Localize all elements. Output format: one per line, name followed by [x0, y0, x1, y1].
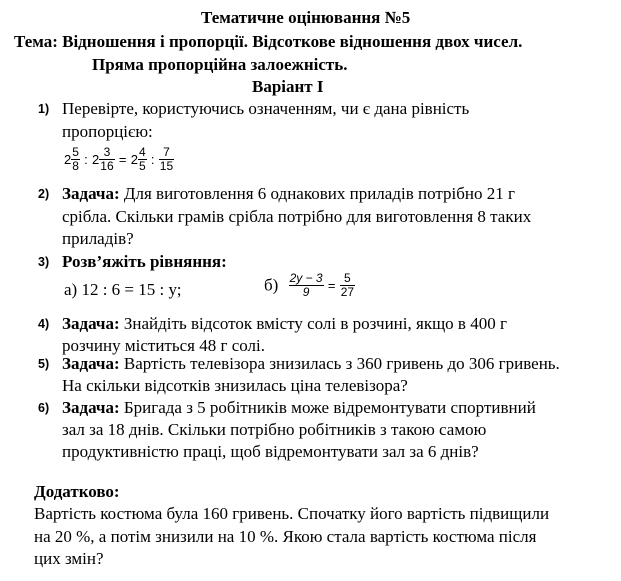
task-1-number: 1) — [38, 102, 50, 116]
numerator: 4 — [138, 145, 146, 159]
denominator: 9 — [302, 285, 310, 299]
extra-label: Додатково: — [34, 482, 120, 501]
task-3-equation-a: а) 12 : 6 = 15 : у; — [64, 280, 182, 299]
denominator: 8 — [72, 159, 79, 173]
task-6-line-2: зал за 18 днів. Скільки потрібно робітників з такою самою — [62, 420, 487, 439]
mixed-whole: 2 — [130, 152, 138, 167]
fraction — [138, 146, 147, 173]
task-6-line-1 — [62, 398, 536, 418]
task-4-line-1 — [62, 314, 507, 334]
denominator: 16 — [100, 159, 114, 173]
task-5-text: Вартість телевізора знизилась з 360 гривень до 306 гривень. — [119, 354, 560, 373]
numerator: 7 — [159, 146, 174, 160]
fraction — [289, 272, 324, 299]
task-1-line-1: Перевірте, користуючись означенням, чи є дана рівність — [62, 99, 470, 118]
fraction — [71, 146, 80, 173]
variant-label: Варіант І — [252, 77, 324, 96]
task-4-line-2: розчину міститься 48 г солі. — [62, 336, 265, 355]
numerator: 3 — [99, 146, 114, 160]
task-3-equation-b — [264, 272, 355, 299]
equals-sign: = — [327, 278, 336, 293]
mixed-whole: 2 — [64, 152, 72, 167]
task-6-text: Бригада з 5 робітників може відремонтувати спортивний — [119, 398, 536, 417]
numerator: 2y − 3 — [289, 271, 323, 285]
extra-line-3: цих змін? — [34, 549, 104, 568]
task-2-line-2: срібла. Скільки грамів срібла потрібно для виготовлення 8 таких — [62, 207, 532, 226]
task-5-label: Задача: — [62, 354, 120, 373]
page-title: Тематичне оцінювання №5 — [201, 8, 411, 27]
extra-line-1: Вартість костюма була 160 гривень. Спочатку його вартість підвищили — [34, 504, 550, 523]
numerator: 5 — [340, 272, 355, 286]
denominator: 15 — [159, 159, 174, 173]
task-2-line-1 — [62, 184, 515, 204]
task-2-line-3: приладів? — [62, 229, 134, 248]
extra-line-2: на 20 %, а потім знизили на 10 %. Якою стала вартість костюма після — [34, 527, 537, 546]
task-5-line-2: На скільки відсотків знизилась ціна телевізора? — [62, 376, 408, 395]
task-6-number: 6) — [38, 401, 50, 415]
equation-b-label: б) — [264, 275, 279, 295]
divide-sign: : — [150, 152, 155, 167]
topic-line-1: Тема: Відношення і пропорції. Відсоткове відношення двох чисел. — [14, 32, 523, 51]
task-2-text: Для виготовлення 6 однакових приладів потрібно 21 г — [119, 184, 515, 203]
denominator: 5 — [138, 159, 146, 173]
numerator: 5 — [72, 145, 79, 159]
fraction — [159, 146, 174, 173]
task-2-label: Задача: — [62, 184, 120, 203]
fraction — [340, 272, 355, 299]
task-1-line-2: пропорцією: — [62, 122, 153, 141]
task-4-text: Знайдіть відсоток вмісту солі в розчині, якщо в 400 г — [119, 314, 507, 333]
topic-line-2: Пряма пропорційна залоежність. — [92, 55, 348, 74]
task-1-equation — [64, 146, 174, 173]
equals-sign: = — [118, 152, 127, 167]
divide-sign: : — [84, 152, 88, 167]
task-3-label: Розв’яжіть рівняння: — [62, 252, 227, 271]
task-2-number: 2) — [38, 187, 50, 201]
denominator: 27 — [340, 285, 355, 299]
task-6-label: Задача: — [62, 398, 120, 417]
fraction — [99, 146, 114, 173]
task-5-line-1 — [62, 354, 560, 374]
mixed-whole: 2 — [92, 152, 100, 167]
task-4-label: Задача: — [62, 314, 120, 333]
task-6-line-3: продуктивністю праці, щоб відремонтувати зал за 6 днів? — [62, 442, 479, 461]
task-3-number: 3) — [38, 255, 50, 269]
task-5-number: 5) — [38, 357, 50, 371]
task-4-number: 4) — [38, 317, 50, 331]
